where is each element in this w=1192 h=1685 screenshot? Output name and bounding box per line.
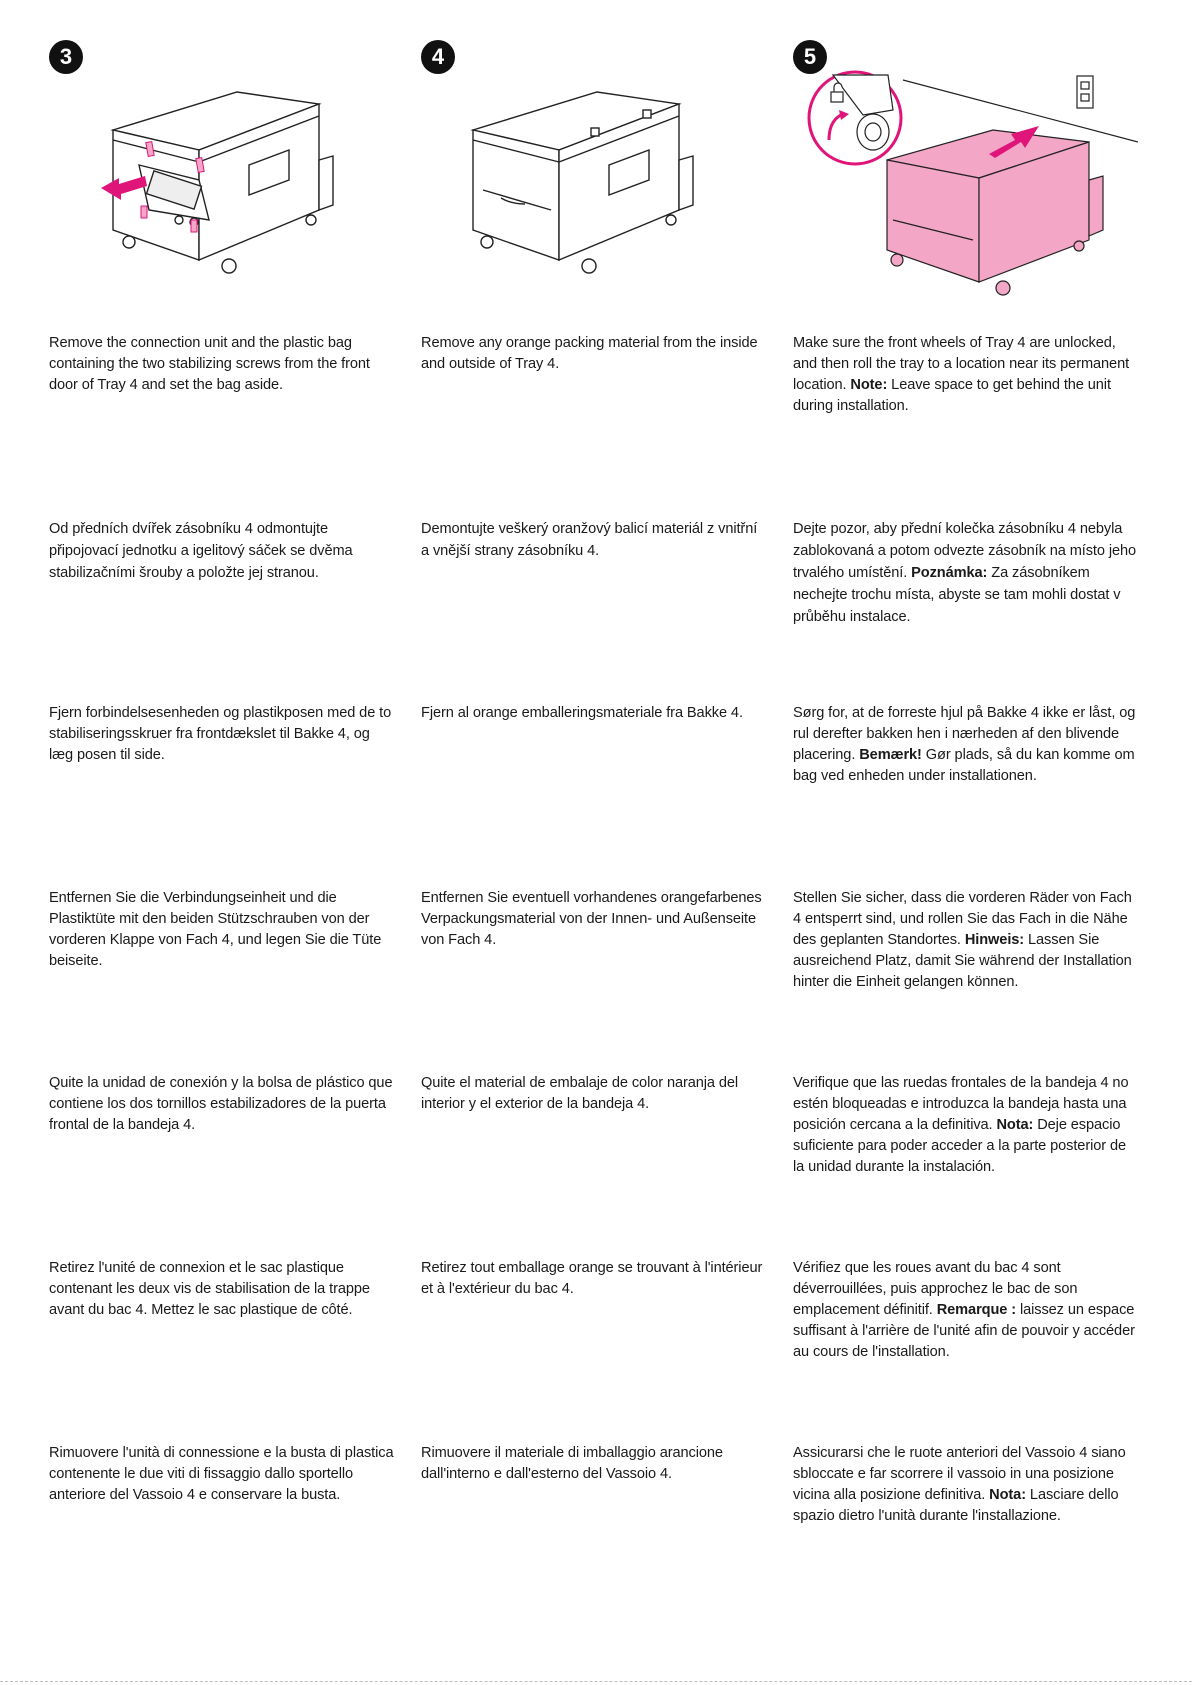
note-label: Poznámka: xyxy=(911,565,988,581)
step-5-text-en: Make sure the front wheels of Tray 4 are unlocked, and then roll the tray to a location near its permanent location. Note: Leave space to get behind the unit during installation. xyxy=(793,335,1130,414)
unlock-icon xyxy=(831,92,843,102)
note-label: Nota: xyxy=(989,1487,1026,1503)
note-label: Hinweis: xyxy=(964,932,1025,948)
page-edge-divider xyxy=(0,1681,1192,1682)
step-3-text-it: Rimuovere l'unità di connessione e la busta di plastica contenente le due viti di fissaggio dallo sportello anteriore del Vassoio 4 e conservare la busta. xyxy=(49,1445,394,1503)
step-3-text-en: Remove the connection unit and the plastic bag containing the two stabilizing screws from the front door of Tray 4 and set the bag aside. xyxy=(49,335,370,393)
step-3-text-es: Quite la unidad de conexión y la bolsa de plástico que contiene los dos tornillos estabilizadores de la puerta frontal de la bandeja 4. xyxy=(49,1075,393,1133)
step-number-badge: 3 xyxy=(49,40,83,74)
step-number-badge: 5 xyxy=(793,40,827,74)
note-label: Bemærk! xyxy=(859,747,922,763)
step-4-text-it: Rimuovere il materiale di imballaggio arancione dall'interno e dall'esterno del Vassoio 4. xyxy=(421,1445,723,1482)
step-5-text-it: Assicurarsi che le ruote anteriori del Vassoio 4 siano sbloccate e far scorrere il vassoio in una posizione vicina alla posizione definitiva. Nota: Lasciare dello spazio dietro l'unità durante l'installazione. xyxy=(793,1445,1126,1524)
step-3-text-da: Fjern forbindelsesenheden og plastikposen med de to stabiliseringsskruer fra frontdækslet til Bakke 4, og læg posen til side. xyxy=(49,705,392,763)
note-label: Remarque : xyxy=(936,1302,1017,1318)
step-number-badge: 4 xyxy=(421,40,455,74)
step-5-text-cs: Dejte pozor, aby přední kolečka zásobníku 4 nebyla zablokovaná a potom odvezte zásobník na místo jeho trvalého umístění. Poznámka: Za zásobníkem nechejte trochu místa, abyste se tam mohli dostat v průběhu instalace. xyxy=(793,521,1137,625)
note-label: Note: xyxy=(850,377,888,393)
step-3-text-cs: Od předních dvířek zásobníku 4 odmontujte připojovací jednotku a igelitový sáček se dvěma stabilizačními šrouby a položte jej stranou. xyxy=(49,521,353,581)
step-5-text-de: Stellen Sie sicher, dass die vorderen Räder von Fach 4 entsperrt sind, und rollen Sie das Fach in die Nähe des geplanten Standortes. Hinweis: Lassen Sie ausreichend Platz, damit Sie während der Installation hinter die Einheit gelangen können. xyxy=(793,890,1132,990)
step-4-text-de: Entfernen Sie eventuell vorhandenes orangefarbenes Verpackungsmaterial von der Innen- und Außenseite von Fach 4. xyxy=(421,890,762,948)
note-label: Nota: xyxy=(996,1117,1034,1133)
tray-unlock-wheels-illustration xyxy=(793,70,1138,300)
step-5-text-es: Verifique que las ruedas frontales de la bandeja 4 no estén bloqueadas e introduzca la bandeja hasta una posición cercana a la definitiva. Nota: Deje espacio suficiente para poder acceder a la parte posterior de la unidad durante la instalación. xyxy=(793,1075,1129,1175)
step-4-text-en: Remove any orange packing material from the inside and outside of Tray 4. xyxy=(421,335,758,372)
step-4-text-es: Quite el material de embalaje de color naranja del interior y el exterior de la bandeja 4. xyxy=(421,1075,739,1112)
step-4-text-cs: Demontujte veškerý oranžový balicí materiál z vnitřní a vnější strany zásobníku 4. xyxy=(421,521,758,559)
step-5-text-da: Sørg for, at de forreste hjul på Bakke 4 ikke er låst, og rul derefter bakken hen i nærheden af den blivende placering. Bemærk! Gør plads, så du kan komme om bag ved enheden under installationen. xyxy=(793,705,1136,784)
step-3-text-fr: Retirez l'unité de connexion et le sac plastique contenant les deux vis de stabilisation de la trappe avant du bac 4. Mettez le sac plastique de côté. xyxy=(49,1260,370,1318)
wall-outlet-icon xyxy=(1077,76,1093,108)
tray-remove-connection-unit-illustration xyxy=(49,70,394,300)
step-4-text-fr: Retirez tout emballage orange se trouvant à l'intérieur et à l'extérieur du bac 4. xyxy=(421,1260,763,1297)
step-4-text-da: Fjern al orange emballeringsmateriale fra Bakke 4. xyxy=(421,705,743,721)
step-3-text-de: Entfernen Sie die Verbindungseinheit und die Plastiktüte mit den beiden Stützschrauben von der vorderen Klappe von Fach 4, und legen Sie die Tüte beiseite. xyxy=(49,890,382,969)
tray-remove-packing-illustration xyxy=(421,70,766,300)
step-5-text-fr: Vérifiez que les roues avant du bac 4 sont déverrouillées, puis approchez le bac de son emplacement définitif. Remarque : laissez un espace suffisant à l'arrière de l'unité afin de pouvoir y accéder au cours de l'installation. xyxy=(793,1260,1135,1360)
